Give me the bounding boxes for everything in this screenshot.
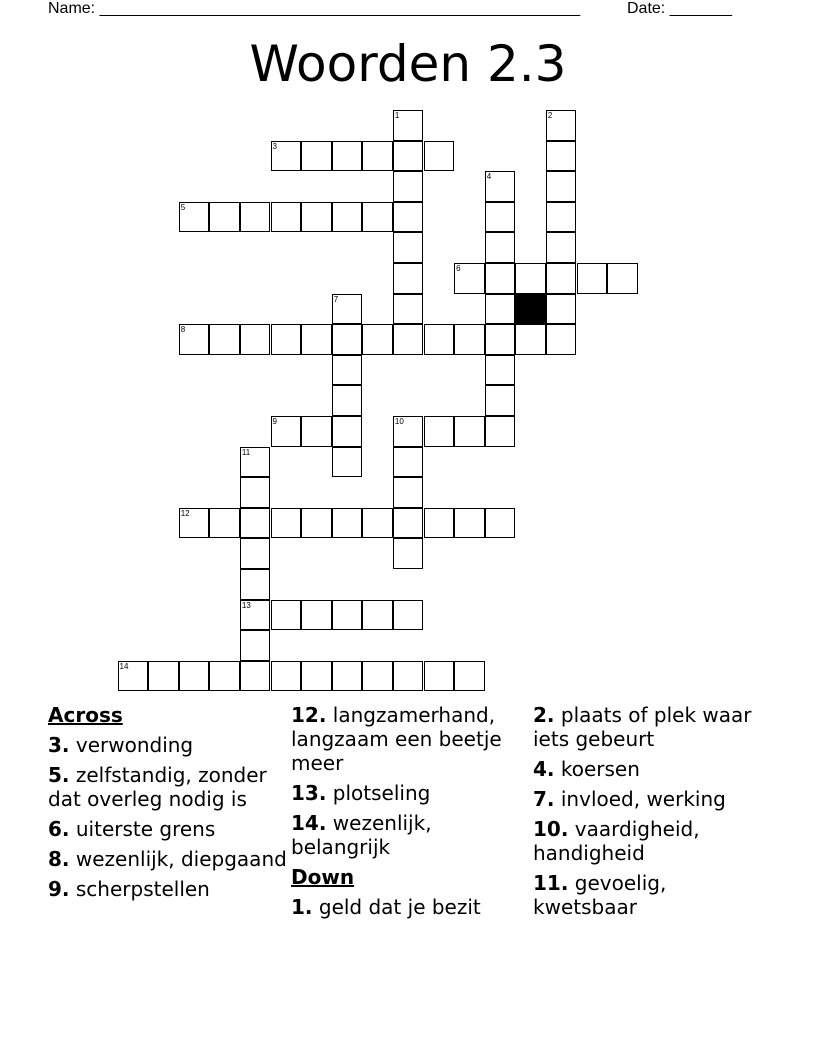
clue-text: wezenlijk, diepgaand [75, 847, 287, 871]
grid-cell[interactable] [454, 263, 485, 294]
grid-cell[interactable] [454, 661, 485, 692]
grid-cell[interactable] [424, 508, 455, 539]
grid-cell[interactable] [485, 324, 516, 355]
clue-number: 14. [291, 811, 327, 835]
grid-cell[interactable] [424, 324, 455, 355]
grid-cell[interactable] [209, 202, 240, 233]
clue-column-2 [291, 703, 531, 925]
grid-cell[interactable] [485, 355, 516, 386]
clue-text: zelfstandig, zonder dat overleg nodig is [48, 763, 267, 811]
cell-number: 10 [394, 417, 404, 426]
grid-cell[interactable] [485, 385, 516, 416]
clue-down-7 [533, 787, 773, 811]
cell-number: 5 [180, 202, 186, 212]
across-heading: Across [48, 703, 123, 727]
cell-number: 8 [180, 325, 186, 335]
cell-number: 2 [547, 111, 553, 120]
grid-cell[interactable] [546, 294, 577, 325]
grid-cell[interactable] [332, 294, 363, 325]
grid-cell[interactable] [424, 141, 455, 172]
clue-number: 5. [48, 763, 70, 787]
grid-cell[interactable] [362, 600, 393, 631]
clue-across-9 [48, 877, 288, 901]
clue-text: plotseling [332, 781, 431, 805]
clue-number: 13. [291, 781, 327, 805]
cell-number: 9 [272, 417, 277, 426]
clue-text: geld dat je bezit [318, 895, 481, 919]
clue-across-5 [48, 763, 288, 811]
grid-cell[interactable] [393, 141, 424, 172]
grid-cell[interactable] [240, 447, 271, 478]
grid-cell[interactable] [515, 324, 546, 355]
cell-number: 7 [333, 294, 339, 304]
grid-cell[interactable] [240, 324, 271, 355]
grid-cell[interactable] [240, 508, 271, 539]
grid-cell[interactable] [332, 508, 363, 539]
grid-cell[interactable] [271, 416, 302, 447]
grid-cell[interactable] [179, 202, 210, 233]
grid-cell[interactable] [393, 477, 424, 508]
clue-across-12 [291, 703, 531, 775]
grid-cell[interactable] [454, 324, 485, 355]
clue-number: 2. [533, 703, 555, 727]
grid-cell[interactable] [332, 385, 363, 416]
grid-cell[interactable] [362, 141, 393, 172]
grid-cell[interactable] [301, 661, 332, 692]
clue-number: 3. [48, 733, 70, 757]
grid-cell[interactable] [209, 508, 240, 539]
grid-cell[interactable] [271, 324, 302, 355]
grid-cell[interactable] [240, 630, 271, 661]
clue-down-10 [533, 817, 773, 865]
grid-cell[interactable] [301, 600, 332, 631]
grid-cell[interactable] [546, 324, 577, 355]
grid-cell[interactable] [362, 324, 393, 355]
grid-cell[interactable] [393, 263, 424, 294]
grid-cell[interactable] [454, 416, 485, 447]
clue-across-13 [291, 781, 531, 805]
grid-cell[interactable] [240, 477, 271, 508]
grid-cell[interactable] [332, 141, 363, 172]
shaded-cell [515, 294, 546, 325]
clue-text: vaardigheid, handigheid [533, 817, 700, 865]
grid-cell[interactable] [546, 141, 577, 172]
grid-cell[interactable] [607, 263, 638, 294]
clue-down-2 [533, 703, 773, 751]
grid-cell[interactable] [393, 416, 424, 447]
grid-cell[interactable] [179, 661, 210, 692]
clue-number: 7. [533, 787, 555, 811]
grid-cell[interactable] [485, 416, 516, 447]
grid-cell[interactable] [577, 263, 608, 294]
clue-text: uiterste grens [75, 817, 216, 841]
grid-cell[interactable] [485, 294, 516, 325]
clue-down-4 [533, 757, 773, 781]
clue-number: 11. [533, 871, 569, 895]
grid-cell[interactable] [332, 324, 363, 355]
grid-cell[interactable] [362, 661, 393, 692]
grid-cell[interactable] [393, 202, 424, 233]
clue-across-3 [48, 733, 288, 757]
grid-cell[interactable] [546, 263, 577, 294]
grid-cell[interactable] [393, 538, 424, 569]
grid-cell[interactable] [393, 447, 424, 478]
clue-down-11 [533, 871, 773, 919]
grid-cell[interactable] [240, 600, 271, 631]
clue-text: gevoelig, kwetsbaar [533, 871, 667, 919]
grid-cell[interactable] [424, 661, 455, 692]
cell-number: 12 [180, 508, 190, 518]
cell-number: 11 [241, 447, 251, 457]
grid-cell[interactable] [118, 661, 149, 692]
grid-cell[interactable] [424, 416, 455, 447]
grid-cell[interactable] [301, 141, 332, 172]
clue-number: 8. [48, 847, 70, 871]
grid-cell[interactable] [362, 202, 393, 233]
grid-cell[interactable] [209, 324, 240, 355]
cell-number: 14 [119, 661, 129, 671]
grid-cell[interactable] [485, 171, 516, 202]
clue-number: 4. [533, 757, 555, 781]
grid-cell[interactable] [301, 416, 332, 447]
grid-cell[interactable] [179, 508, 210, 539]
grid-cell[interactable] [240, 538, 271, 569]
clue-text: langzamerhand, langzaam een beetje meer [291, 703, 502, 775]
grid-cell[interactable] [393, 232, 424, 263]
grid-cell[interactable] [393, 171, 424, 202]
grid-cell[interactable] [332, 447, 363, 478]
clue-text: koersen [560, 757, 640, 781]
grid-cell[interactable] [332, 202, 363, 233]
grid-cell[interactable] [485, 263, 516, 294]
page-title: Woorden 2.3 [249, 35, 567, 93]
grid-cell[interactable] [393, 324, 424, 355]
grid-cell[interactable] [485, 232, 516, 263]
grid-cell[interactable] [332, 600, 363, 631]
clue-across-8 [48, 847, 288, 871]
clue-text: plaats of plek waar iets gebeurt [533, 703, 752, 751]
grid-cell[interactable] [271, 141, 302, 172]
grid-cell[interactable] [393, 508, 424, 539]
clue-number: 10. [533, 817, 569, 841]
clue-column-3 [533, 703, 773, 925]
cell-number: 4 [486, 172, 492, 182]
grid-cell[interactable] [271, 508, 302, 539]
grid-cell[interactable] [301, 508, 332, 539]
grid-cell[interactable] [148, 661, 179, 692]
grid-cell[interactable] [515, 263, 546, 294]
grid-cell[interactable] [240, 569, 271, 600]
clue-across-14 [291, 811, 531, 859]
grid-cell[interactable] [546, 202, 577, 233]
grid-cell[interactable] [271, 202, 302, 233]
clue-text: scherpstellen [75, 877, 210, 901]
grid-cell[interactable] [332, 416, 363, 447]
grid-cell[interactable] [546, 232, 577, 263]
grid-cell[interactable] [393, 110, 424, 141]
grid-cell[interactable] [393, 600, 424, 631]
grid-cell[interactable] [240, 661, 271, 692]
clue-text: verwonding [75, 733, 194, 757]
grid-cell[interactable] [393, 661, 424, 692]
grid-cell[interactable] [301, 202, 332, 233]
grid-cell[interactable] [271, 661, 302, 692]
clue-number: 6. [48, 817, 70, 841]
grid-cell[interactable] [454, 508, 485, 539]
grid-cell[interactable] [240, 202, 271, 233]
cell-number: 1 [394, 111, 400, 120]
grid-cell[interactable] [209, 661, 240, 692]
grid-cell[interactable] [546, 110, 577, 141]
grid-cell[interactable] [485, 508, 516, 539]
grid-cell[interactable] [393, 294, 424, 325]
grid-cell[interactable] [332, 661, 363, 692]
grid-cell[interactable] [179, 324, 210, 355]
down-heading: Down [291, 865, 355, 889]
clue-number: 1. [291, 895, 313, 919]
cell-number: 13 [241, 600, 251, 610]
clue-across-6 [48, 817, 288, 841]
clue-down-1 [291, 895, 531, 919]
clue-text: wezenlijk, belangrijk [291, 811, 432, 859]
grid-cell[interactable] [546, 171, 577, 202]
grid-cell[interactable] [332, 355, 363, 386]
cell-number: 3 [272, 141, 277, 151]
grid-cell[interactable] [362, 508, 393, 539]
name-field-line: Name: ______________________________________________________ [48, 0, 581, 17]
clue-number: 12. [291, 703, 327, 727]
grid-cell[interactable] [301, 324, 332, 355]
grid-cell[interactable] [485, 202, 516, 233]
clue-text: invloed, werking [560, 787, 726, 811]
date-field-line: Date: _______ [627, 0, 732, 17]
clue-column-1 [48, 703, 288, 907]
grid-cell[interactable] [271, 600, 302, 631]
clue-number: 9. [48, 877, 70, 901]
cell-number: 6 [456, 264, 461, 273]
